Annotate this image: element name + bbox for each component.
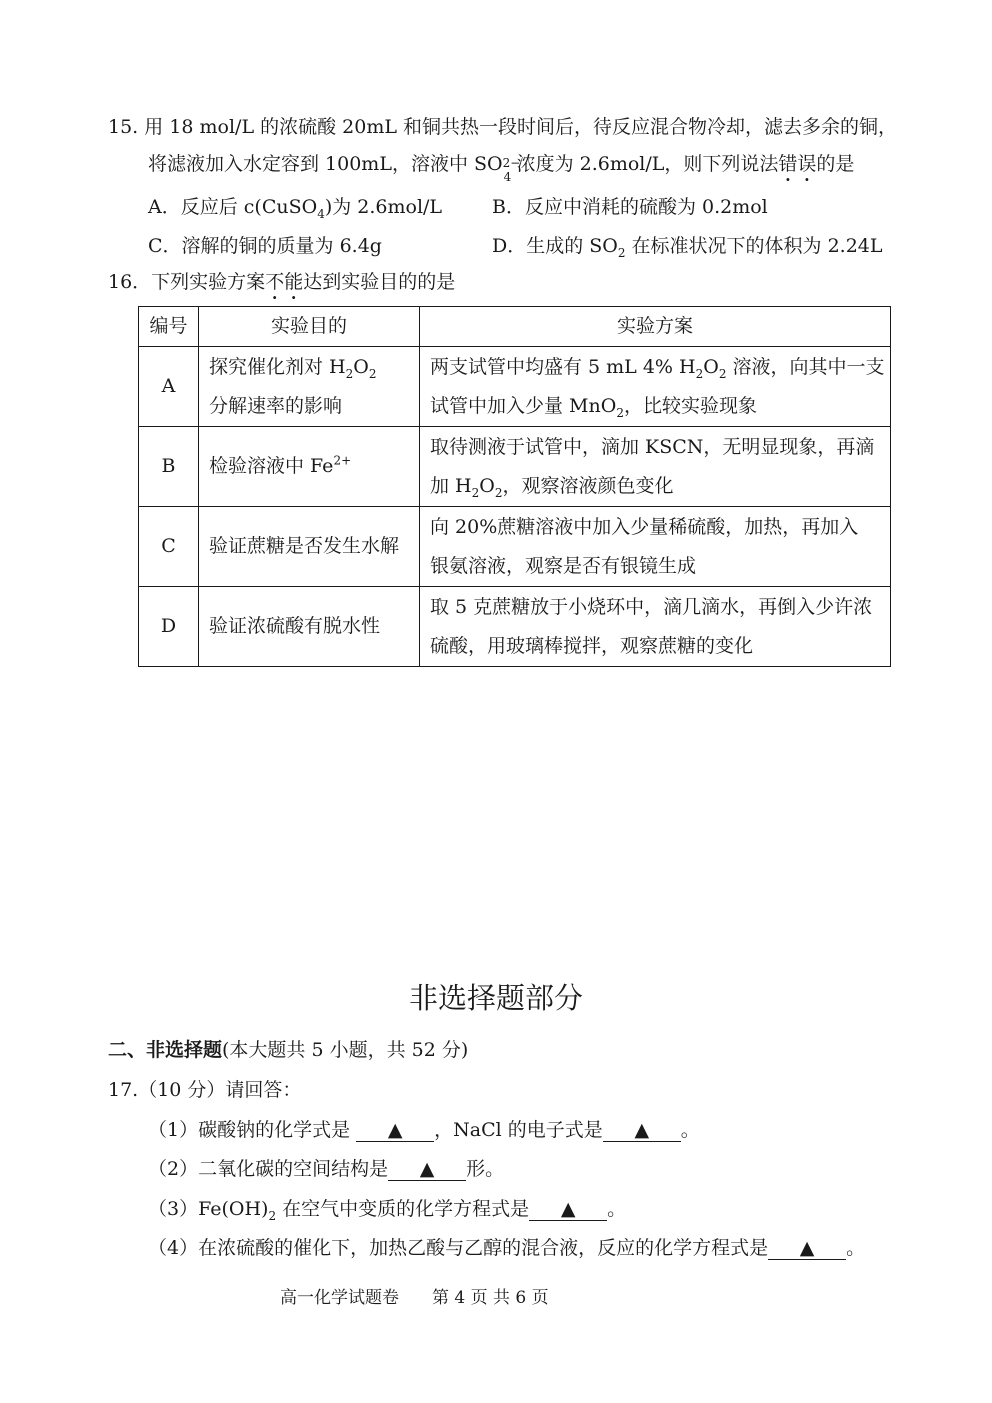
- q15-option-d: [492, 235, 883, 260]
- subscript: 2: [695, 366, 704, 381]
- part-text: 在空气中变质的化学方程式是: [276, 1198, 530, 1220]
- table-header-row: [139, 307, 891, 347]
- cell-text: O: [703, 355, 719, 378]
- cell-text: 探究催化剂对 H: [209, 355, 346, 378]
- cell-text: 分解速率的影响: [209, 394, 343, 417]
- part-text: （3）Fe(OH): [148, 1198, 269, 1220]
- part-text: （4）在浓硫酸的催化下，加热乙酸与乙醇的混合液，反应的化学方程式是: [148, 1237, 769, 1259]
- experiment-table: [138, 306, 891, 667]
- section-heading-bold: 二、非选择题: [108, 1039, 223, 1061]
- subscript: 4: [317, 206, 325, 221]
- option-text: 在标准状况下的体积为 2.24L: [625, 235, 883, 257]
- row-id: C: [139, 507, 199, 587]
- q15-stem-text: 15. 用 18 mol/L 的浓硫酸 20mL 和铜共热一段时间后，待反应混合物冷却，滤去多余的铜，: [108, 116, 897, 138]
- q15-option-b: [492, 198, 768, 217]
- q17-stem: 17.（10 分）请回答：: [108, 1079, 302, 1101]
- footer-page-number: 第 4 页 共 6 页: [432, 1288, 549, 1308]
- option-text: B．反应中消耗的硫酸为 0.2mol: [492, 196, 768, 218]
- row-plan: [420, 347, 891, 427]
- cell-text: 溶液，向其中一支: [726, 355, 885, 378]
- part-text: （1）碳酸钠的化学式是: [148, 1119, 357, 1141]
- section-heading: [108, 1041, 468, 1060]
- q16-stem-text: 达到实验目的的是: [303, 271, 456, 293]
- cell-text: 银氨溶液，观察是否有银镜生成: [430, 554, 697, 577]
- emphasis-char: 错: [778, 153, 798, 175]
- footer-subject: 高一化学试题卷: [280, 1288, 399, 1308]
- subscript: 2: [368, 366, 377, 381]
- cell-text: 两支试管中均盛有 5 mL 4% H: [430, 355, 696, 378]
- table-row: [139, 507, 891, 587]
- answer-blank[interactable]: ▲: [388, 1159, 466, 1181]
- q15-stem-text: 将滤液加入水定容到 100mL，溶液中 SO: [148, 153, 503, 175]
- emphasis-char: 能: [284, 271, 304, 293]
- answer-blank[interactable]: ▲: [603, 1120, 681, 1142]
- cell-text: ，观察溶液颜色变化: [502, 474, 674, 497]
- part-text: 。: [846, 1237, 866, 1259]
- row-plan: [420, 507, 891, 587]
- row-purpose: [199, 427, 420, 507]
- superscript: 2+: [333, 453, 352, 468]
- cell-text: 取 5 克蔗糖放于小烧环中，滴几滴水，再倒入少许浓: [430, 595, 873, 618]
- part-text: 。: [680, 1119, 700, 1141]
- table-row: [139, 427, 891, 507]
- cell-text: 向 20%蔗糖溶液中加入少量稀硫酸，加热，再加入: [430, 515, 859, 538]
- answer-blank[interactable]: ▲: [356, 1120, 434, 1142]
- part-text: 形。: [466, 1158, 505, 1180]
- q16-stem-text: 16．下列实验方案: [108, 271, 266, 293]
- row-id: A: [139, 347, 199, 427]
- subscript: 2: [616, 405, 624, 420]
- answer-blank[interactable]: ▲: [768, 1238, 846, 1260]
- row-plan: [420, 587, 891, 667]
- part-text: 。: [607, 1198, 627, 1220]
- cell-text: ，比较实验现象: [623, 394, 757, 417]
- part-text: （2）二氧化碳的空间结构是: [148, 1158, 389, 1180]
- cell-text: O: [353, 355, 369, 378]
- table-row: [139, 587, 891, 667]
- q17-part3: [148, 1199, 626, 1221]
- section-title: 非选择题部分: [408, 981, 583, 1015]
- cell-text: 加 H: [430, 474, 472, 497]
- q15-stem-line2: 将滤液加入水定容到 100mL，溶液中 SO 2− 4 浓度为 2.6mol/L，则下列说法错误的是: [148, 153, 855, 184]
- row-id: B: [139, 427, 199, 507]
- option-text: C．溶解的铜的质量为 6.4g: [148, 235, 382, 257]
- subscript: 2: [494, 485, 503, 500]
- answer-blank[interactable]: ▲: [529, 1199, 607, 1221]
- q15-stem-text: 的是: [816, 153, 855, 175]
- header-plan: 实验方案: [420, 307, 891, 347]
- subscript: 2: [617, 245, 626, 260]
- q16-stem: [108, 273, 455, 292]
- cell-text: 取待测液于试管中，滴加 KSCN，无明显现象，再滴: [430, 435, 875, 458]
- emphasis-char: 不: [265, 271, 285, 293]
- q17-part4: [148, 1238, 865, 1260]
- cell-text: 硫酸，用玻璃棒搅拌，观察蔗糖的变化: [430, 634, 754, 657]
- q15-stem-line1: [108, 118, 897, 137]
- q15-option-a: [148, 196, 443, 221]
- q17-part1: [148, 1120, 700, 1142]
- q15-stem-text: 浓度为 2.6mol/L，则下列说法: [516, 153, 779, 175]
- q15-option-c: [148, 237, 382, 256]
- emphasis-char: 误: [797, 153, 817, 175]
- subscript: 2: [471, 485, 480, 500]
- header-purpose: 实验目的: [199, 307, 420, 347]
- table-row: [139, 347, 891, 427]
- option-text: A．反应后 c(CuSO: [148, 196, 318, 218]
- cell-text: 检验溶液中 Fe: [209, 455, 334, 477]
- row-id: D: [139, 587, 199, 667]
- row-purpose: 验证浓硫酸有脱水性: [199, 587, 420, 667]
- cell-text: 试管中加入少量 MnO: [430, 394, 617, 417]
- q17-part2: [148, 1159, 504, 1181]
- header-id: 编号: [139, 307, 199, 347]
- part-text: ，NaCl 的电子式是: [434, 1119, 603, 1141]
- row-purpose: 验证蔗糖是否发生水解: [199, 507, 420, 587]
- subscript: 2: [268, 1208, 277, 1223]
- subscript: 2: [345, 366, 354, 381]
- row-purpose: [199, 347, 420, 427]
- row-plan: [420, 427, 891, 507]
- option-text: )为 2.6mol/L: [324, 196, 443, 218]
- subscript: 2: [718, 366, 727, 381]
- section-heading-note: (本大题共 5 小题，共 52 分): [222, 1039, 469, 1061]
- option-text: D．生成的 SO: [492, 235, 618, 257]
- cell-text: O: [479, 474, 495, 497]
